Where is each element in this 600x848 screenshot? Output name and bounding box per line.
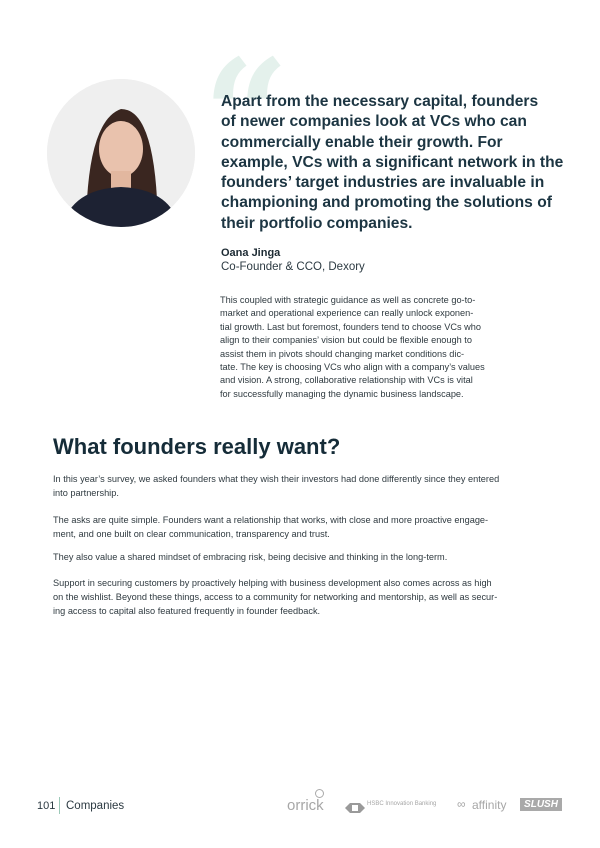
hsbc-logo: HSBC Innovation Banking [367,801,437,807]
affinity-logo: affinity [472,798,507,812]
text-line: ment, and one built on clear communication, transparency and trust. [53,529,330,539]
page-number: 101 [37,800,56,812]
footer-section-label: Companies [66,800,125,812]
portrait-photo [47,79,195,227]
slush-logo: SLUSH [520,798,562,811]
paragraph [53,472,499,500]
affinity-infinity-icon: ∞ [457,797,466,811]
text-line: align to their companies’ vision but could be flexible enough to [220,335,472,346]
orrick-logo-circle-icon [315,789,324,798]
text-line: In this year’s survey, we asked founders what they wish their investors had done differently since they entered [53,474,500,484]
quote-author-role: Co-Founder & CCO, Dexory [221,261,365,273]
text-line: into partnership. [53,488,119,498]
paragraph [53,513,488,541]
quote-line: of newer companies look at VCs who can [221,113,527,131]
text-line: tate. The key is choosing VCs who align with a company’s values [220,362,485,373]
pull-quote [221,92,564,234]
quote-line: their portfolio companies. [221,214,413,232]
text-line: This coupled with strategic guidance as well as concrete go-to- [220,295,476,305]
text-line: tial growth. Last but foremost, founders tend to choose VCs who [220,321,481,332]
hsbc-hexagon-icon [345,800,365,810]
text-line: on the wishlist. Beyond these things, access to a community for networking and mentorship, as well as secur- [53,592,498,602]
quote-line: example, VCs with a significant network in the [221,153,564,171]
quote-line: founders’ target industries are invaluable in [221,174,545,192]
quote-line: commercially enable their growth. For [221,133,503,151]
text-line: for successfully managing the dynamic business landscape. [220,388,464,399]
quote-mark-icon: “ [203,27,290,203]
quote-line: Apart from the necessary capital, founders [221,93,539,110]
quote-author: Oana Jinga [221,247,281,259]
quote-followup-text [220,294,485,401]
orrick-logo: orrick [287,797,324,814]
paragraph [53,550,447,564]
text-line: market and operational experience can really unlock exponen- [220,308,474,319]
text-line: and vision. A strong, collaborative relationship with VCs is vital [220,375,473,386]
text-line: The asks are quite simple. Founders want a relationship that works, with close and more proactive engage- [53,515,489,525]
text-line: ing access to capital also featured frequently in founder feedback. [53,606,321,616]
paragraph [53,576,497,618]
section-heading: What founders really want? [53,434,341,459]
footer-divider [59,797,60,814]
quote-line: championing and promoting the solutions of [221,194,552,212]
text-line: assist them in pivots should changing market conditions dic- [220,348,465,359]
text-line: Support in securing customers by proactively helping with business development also comes across as high [53,578,492,588]
text-line: They also value a shared mindset of embracing risk, being decisive and thinking in the long-term. [53,552,448,562]
